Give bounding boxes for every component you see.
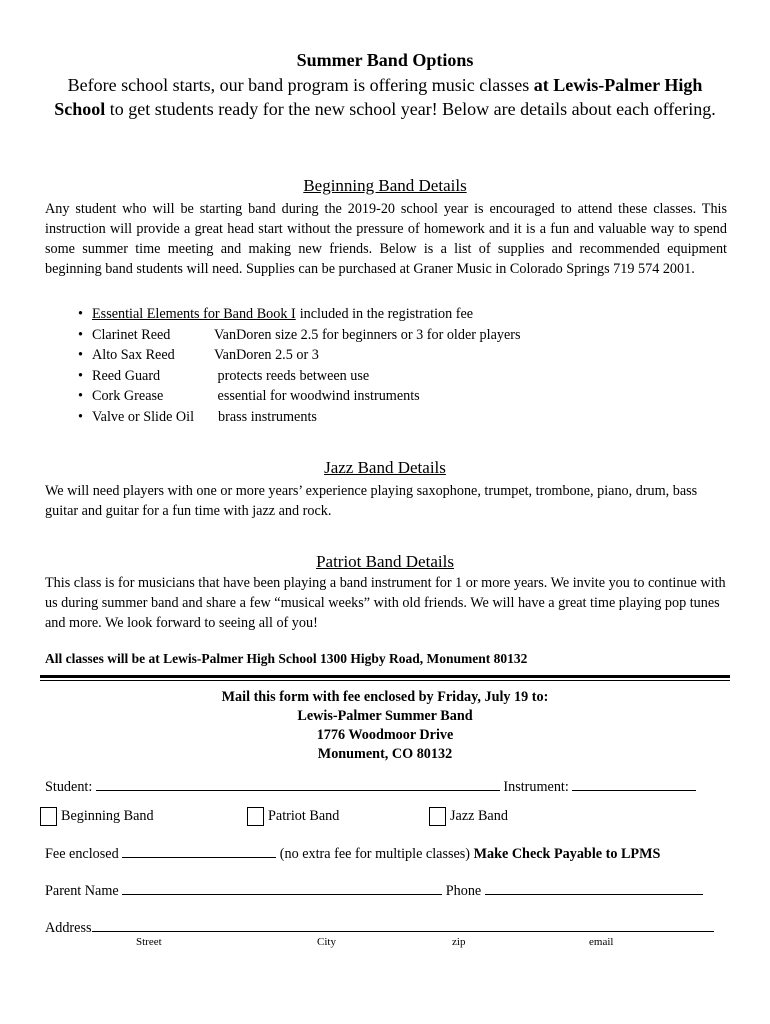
fee-field[interactable] [122,843,276,858]
fee-label: Fee enclosed [45,846,119,862]
mailing-instructions [0,688,770,764]
list-item [92,304,521,325]
location-note: All classes will be at Lewis-Palmer High School 1300 Higby Road, Monument 80132 [45,651,528,666]
intro-text-end: to get students ready for the new school year! Below are details about each offering. [105,99,716,119]
checkbox[interactable] [429,807,446,826]
student-row [45,776,696,796]
zip-caption: zip [452,936,466,948]
beginning-band-body: Any student who will be starting band during the 2019-20 school year is encouraged to attend these classes. This instruction will provide a great head start without the pressure of homework and it is a fun and valuable way to spend some summer time meeting and making new friends. Below is a list of supplies and recommended equipment beginning band students will need. Supplies can be purchased at Graner Music in Colorado Springs 719 574 2001. [45,201,727,277]
street-caption: Street [136,936,162,948]
student-label: Student: [45,779,93,795]
mail-line-4: Monument, CO 80132 [317,746,453,762]
payable-note: Make Check Payable to LPMS [473,846,661,862]
supplies-list [92,304,521,428]
supply-name: Essential Elements for Band Book I [92,306,296,322]
phone-field[interactable] [485,880,703,895]
list-item [92,366,521,387]
parent-name-field[interactable] [122,880,442,895]
supply-desc: protects reeds between use [214,367,370,384]
supply-name: Valve or Slide Oil [92,408,195,425]
instrument-field[interactable] [572,776,696,791]
fee-row [45,843,660,863]
supply-desc: VanDoren size 2.5 for beginners or 3 for older players [214,326,521,343]
patriot-band-heading: Patriot Band Details [316,552,454,571]
mail-line-3: 1776 Woodmoor Drive [316,727,454,743]
mail-line-2: Lewis-Palmer Summer Band [297,708,473,724]
option-beginning-band[interactable] [40,807,154,826]
checkbox[interactable] [40,807,57,826]
beginning-band-heading: Beginning Band Details [303,176,467,195]
option-label: Beginning Band [61,808,154,824]
mail-line-1: Mail this form with fee enclosed by Friday, July 19 to: [221,689,549,705]
list-item [92,345,521,366]
option-jazz-band[interactable] [429,807,508,826]
parent-row [45,880,703,900]
supply-desc: VanDoren 2.5 or 3 [214,347,319,364]
instrument-label: Instrument: [503,779,569,795]
jazz-band-body: We will need players with one or more years’ experience playing saxophone, trumpet, trombone, piano, drum, bass guitar and guitar for a fun time with jazz and rock. [45,483,698,519]
divider-thick [40,675,730,678]
list-item [92,386,521,407]
jazz-band-heading: Jazz Band Details [324,458,446,477]
address-row [45,917,714,937]
divider-thin [40,680,730,681]
phone-label: Phone [445,883,482,899]
intro-text-start: Before school starts, our band program is offering music classes [67,75,534,95]
address-field[interactable] [92,917,714,932]
email-caption: email [589,936,614,948]
checkbox[interactable] [247,807,264,826]
address-label: Address [45,920,92,936]
option-label: Jazz Band [450,808,508,824]
supply-desc: essential for woodwind instruments [214,388,420,405]
supply-desc: brass instruments [218,408,317,425]
supply-desc: included in the registration fee [299,306,474,322]
supply-name: Reed Guard [92,367,161,384]
student-field[interactable] [96,776,500,791]
city-caption: City [317,936,336,948]
page-title: Summer Band Options [296,50,474,70]
patriot-band-body: This class is for musicians that have been playing a band instrument for 1 or more years. We invite you to continue with us during summer band and share a few “musical weeks” with old friends. We will have a great time playing pop tunes and more. We look forward to seeing all of you! [45,575,726,631]
supply-name: Alto Sax Reed [92,347,175,364]
option-label: Patriot Band [268,808,340,824]
fee-note: (no extra fee for multiple classes) [279,846,471,862]
option-patriot-band[interactable] [247,807,339,826]
supply-name: Clarinet Reed [92,326,171,343]
supply-name: Cork Grease [92,388,164,405]
parent-name-label: Parent Name [45,883,119,899]
intro-text-bold: at Lewis-Palmer High School [54,75,703,119]
list-item [92,407,521,428]
list-item [92,325,521,346]
intro-paragraph [40,73,730,121]
